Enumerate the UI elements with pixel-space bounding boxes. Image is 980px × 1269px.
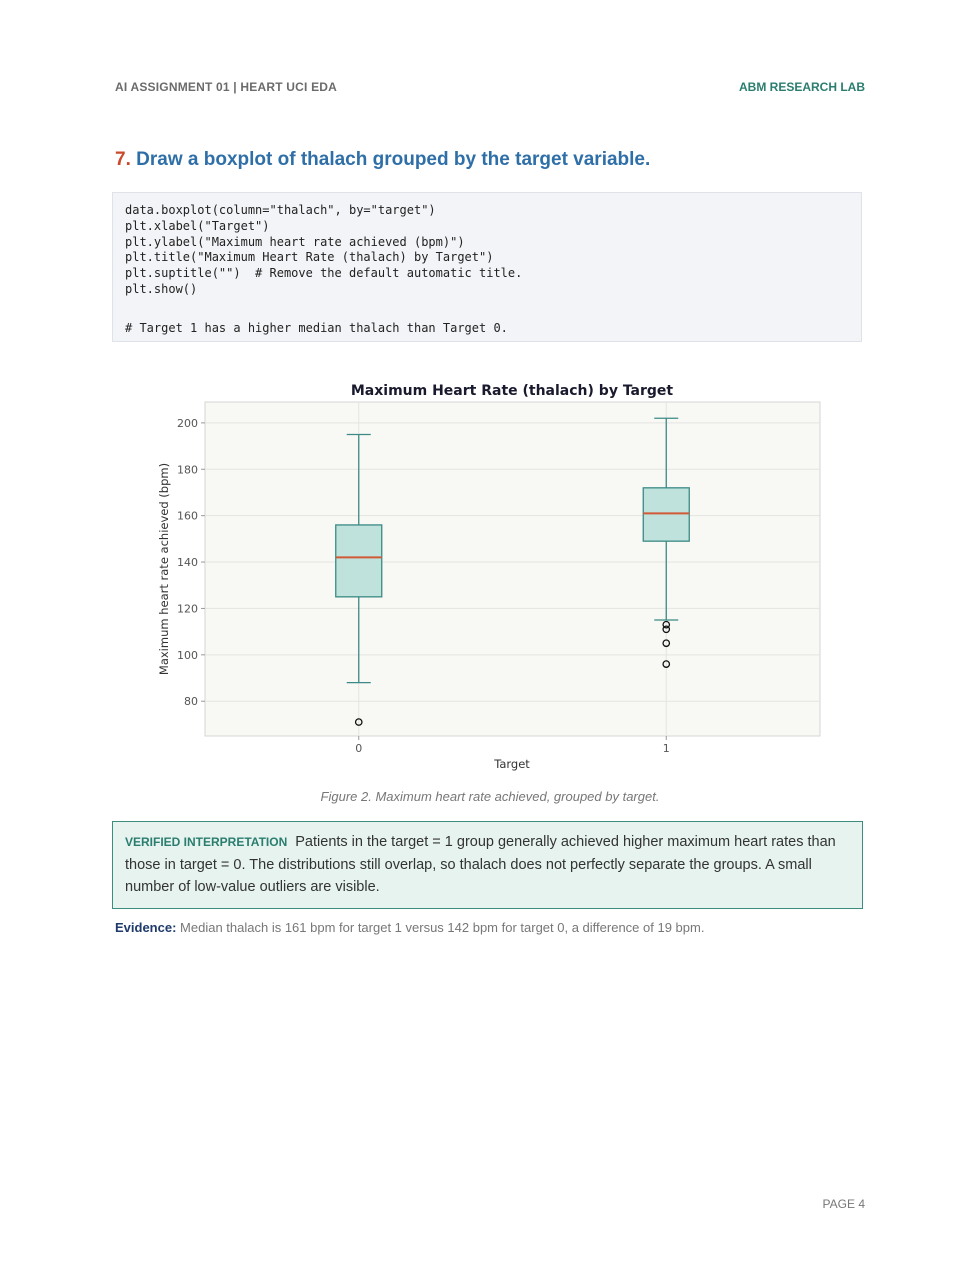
y-tick-label: 120 (177, 602, 198, 616)
page-number: PAGE 4 (822, 1197, 865, 1211)
evidence-text: Median thalach is 161 bpm for target 1 versus 142 bpm for target 0, a difference of 19 bpm. (180, 920, 705, 935)
section-number: 7. (115, 149, 131, 170)
y-axis-label: Maximum heart rate achieved (bpm) (157, 462, 171, 676)
code-comment: # Target 1 has a higher median thalach than Target 0. (125, 320, 508, 335)
box-iqr (336, 525, 382, 597)
y-tick-label: 80 (184, 695, 198, 709)
section-heading (115, 149, 650, 171)
code-lines: data.boxplot(column="thalach", by="target") plt.xlabel("Target") plt.ylabel("Maximum heart rate achieved (bpm)") plt.title("Maximum Heart Rate (thalach) by Target") plt.suptitle("") # Remove the default automatic title. plt.show() (125, 203, 523, 296)
chart-title: Maximum Heart Rate (thalach) by Target (350, 383, 674, 399)
evidence-note (115, 920, 704, 935)
x-tick-label: 0 (355, 742, 363, 755)
y-axis-ticks (177, 417, 205, 708)
boxplot-chart (150, 372, 840, 772)
interpretation-label: VERIFIED INTERPRETATION (125, 835, 288, 849)
y-tick-label: 140 (177, 556, 198, 570)
code-block (112, 192, 862, 342)
x-tick-label: 1 (662, 742, 670, 755)
document-header-lab: ABM RESEARCH LAB (739, 80, 865, 94)
interpretation-box (112, 821, 863, 909)
evidence-label: Evidence: (115, 920, 177, 935)
y-tick-label: 100 (177, 648, 198, 662)
x-axis-label: Target (494, 757, 530, 771)
y-tick-label: 200 (177, 416, 198, 430)
x-axis-ticks (355, 736, 670, 755)
figure-caption: Figure 2. Maximum heart rate achieved, grouped by target. (320, 789, 660, 804)
y-tick-label: 180 (177, 463, 198, 477)
section-title: Draw a boxplot of thalach grouped by the target variable. (136, 149, 651, 170)
interpretation-text: Patients in the target = 1 group generally achieved higher maximum heart rates than those in target = 0. The distributions still overlap, so thalach does not perfectly separate the groups. A small number of low-value outliers are visible. (125, 834, 836, 895)
document-header-title: AI ASSIGNMENT 01 | HEART UCI EDA (115, 80, 338, 94)
box-iqr (643, 488, 689, 541)
y-tick-label: 160 (177, 509, 198, 523)
plot-area (205, 402, 820, 736)
